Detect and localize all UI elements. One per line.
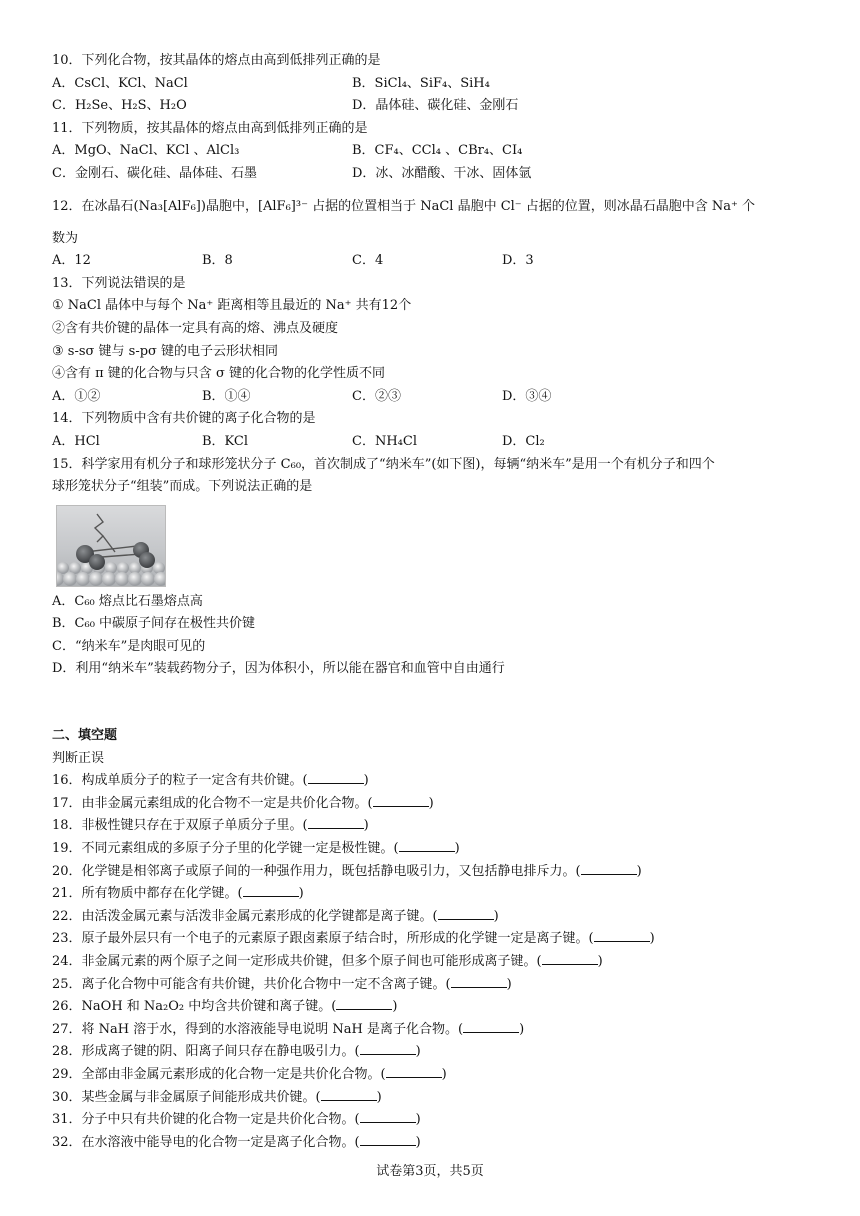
- answer-blank[interactable]: [360, 1041, 416, 1055]
- close-paren: ): [363, 818, 369, 834]
- q13-option-a[interactable]: A．①②: [52, 388, 101, 404]
- answer-blank[interactable]: [373, 793, 429, 807]
- exam-page: [52, 50, 812, 1154]
- q13-item-3: ③ s-sσ 键与 s-pσ 键的电子云形状相同: [52, 343, 279, 359]
- close-paren: ): [298, 886, 304, 902]
- close-paren: ): [636, 863, 642, 879]
- close-paren: ): [454, 841, 460, 857]
- q15-option-b[interactable]: B．C₆₀ 中碳原子间存在极性共价键: [52, 616, 256, 632]
- tf-question: [52, 793, 812, 816]
- answer-blank[interactable]: [581, 861, 637, 875]
- tf-question-text: 25．离子化合物中可能含有共价键，共价化合物中一定不含离子键。(: [52, 976, 451, 992]
- tf-question: [52, 928, 812, 951]
- answer-blank[interactable]: [542, 951, 598, 965]
- close-paren: ): [428, 795, 434, 811]
- tf-question-text: 21．所有物质中都存在化学键。(: [52, 886, 243, 902]
- tf-question: [52, 838, 812, 861]
- tf-question-text: 29．全部由非金属元素形成的化合物一定是共价化合物。(: [52, 1066, 386, 1082]
- answer-blank[interactable]: [360, 1109, 416, 1123]
- q11-options-row2: [52, 163, 812, 186]
- close-paren: ): [649, 931, 655, 947]
- q14-stem: 14．下列物质中含有共价键的离子化合物的是: [52, 411, 316, 427]
- q10-options-row2: [52, 95, 812, 118]
- tf-question-text: 18．非极性键只存在于双原子单质分子里。(: [52, 818, 308, 834]
- q11-option-a[interactable]: A．MgO、NaCl、KCl 、AlCl₃: [52, 143, 240, 159]
- close-paren: ): [493, 908, 499, 924]
- tf-question: [52, 1019, 812, 1042]
- close-paren: ): [415, 1112, 421, 1128]
- tf-question-text: 32．在水溶液中能导电的化合物一定是离子化合物。(: [52, 1134, 360, 1150]
- tf-question: [52, 770, 812, 793]
- answer-blank[interactable]: [321, 1087, 377, 1101]
- tf-question-text: 23．原子最外层只有一个电子的元素原子跟卤素原子结合时，所形成的化学键一定是离子键。(: [52, 931, 594, 947]
- q11-option-c[interactable]: C．金刚石、碳化硅、晶体硅、石墨: [52, 165, 257, 181]
- section-subtitle: 判断正误: [52, 750, 105, 766]
- section-title: 二、填空题: [52, 728, 118, 744]
- true-false-list: [52, 770, 812, 1154]
- answer-blank[interactable]: [360, 1132, 416, 1146]
- q13-stem: 13．下列说法错误的是: [52, 275, 186, 291]
- q10-stem: 10．下列化合物，按其晶体的熔点由高到低排列正确的是: [52, 53, 381, 68]
- tf-question-text: 22．由活泼金属元素与活泼非金属元素形成的化学键都是离子键。(: [52, 908, 438, 924]
- q14-options: [52, 431, 812, 454]
- close-paren: ): [597, 954, 603, 969]
- q15-stem-line1: 15．科学家用有机分子和球形笼状分子 C₆₀，首次制成了“纳米车”(如下图)，每辆“纳米车”是用一个有机分子和四个: [52, 456, 715, 472]
- close-paren: ): [415, 1044, 421, 1060]
- q10-option-d[interactable]: D．晶体硅、碳化硅、金刚石: [352, 98, 519, 114]
- tf-question-text: 16．构成单质分子的粒子一定含有共价键。(: [52, 773, 308, 789]
- tf-question: [52, 1087, 812, 1110]
- close-paren: ): [363, 773, 369, 789]
- q10-option-b[interactable]: B．SiCl₄、SiF₄、SiH₄: [352, 75, 490, 91]
- page-footer: 试卷第3页，共5页: [376, 1164, 484, 1179]
- answer-blank[interactable]: [463, 1019, 519, 1033]
- q15-option-d[interactable]: D．利用“纳米车”装载药物分子，因为体积小，所以能在器官和血管中自由通行: [52, 661, 505, 677]
- answer-blank[interactable]: [243, 883, 299, 897]
- q14-option-d[interactable]: D．Cl₂: [502, 433, 545, 449]
- tf-question-text: 19．不同元素组成的多原子分子里的化学键一定是极性键。(: [52, 841, 399, 857]
- close-paren: ): [415, 1134, 421, 1150]
- q12-stem-line1: 12．在冰晶石(Na₃[AlF₆])晶胞中，[AlF₆]³⁻ 占据的位置相当于 NaCl 晶胞中 Cl⁻ 占据的位置，则冰晶石晶胞中含 Na⁺ 个: [52, 198, 756, 214]
- q13-option-c[interactable]: C．②③: [352, 388, 401, 404]
- tf-question-text: 24．非金属元素的两个原子之间一定形成共价键，但多个原子间也可能形成离子键。(: [52, 954, 542, 969]
- answer-blank[interactable]: [594, 928, 650, 942]
- q12-option-b[interactable]: B．8: [202, 253, 233, 269]
- tf-question: [52, 996, 812, 1019]
- answer-blank[interactable]: [308, 815, 364, 829]
- tf-question-text: 31．分子中只有共价键的化合物一定是共价化合物。(: [52, 1112, 360, 1128]
- answer-blank[interactable]: [399, 838, 455, 852]
- q14-option-b[interactable]: B．KCl: [202, 433, 249, 449]
- q11-stem: 11．下列物质，按其晶体的熔点由高到低排列正确的是: [52, 120, 368, 136]
- q15-stem-line2: 球形笼状分子“组装”而成。下列说法正确的是: [52, 479, 313, 495]
- q15-option-c[interactable]: C．“纳米车”是肉眼可见的: [52, 638, 206, 654]
- tf-question: [52, 1132, 812, 1155]
- tf-question-text: 17．由非金属元素组成的化合物不一定是共价化合物。(: [52, 795, 373, 811]
- c60-wheel-3: [89, 554, 105, 570]
- tf-question-text: 26．NaOH 和 Na₂O₂ 中均含共价键和离子键。(: [52, 999, 337, 1015]
- tf-question-text: 27．将 NaH 溶于水，得到的水溶液能导电说明 NaH 是离子化合物。(: [52, 1021, 464, 1037]
- q10-options-row1: [52, 73, 812, 96]
- q13-item-4: ④含有 π 键的化合物与只含 σ 键的化合物的化学性质不同: [52, 366, 385, 382]
- q13-option-d[interactable]: D．③④: [502, 388, 552, 404]
- answer-blank[interactable]: [386, 1064, 442, 1078]
- q13-item-1: ① NaCl 晶体中与每个 Na⁺ 距离相等且最近的 Na⁺ 共有12个: [52, 298, 412, 314]
- tf-question: [52, 815, 812, 838]
- tf-question-text: 30．某些金属与非金属原子间能形成共价键。(: [52, 1089, 321, 1105]
- tf-question: [52, 861, 812, 884]
- tf-question: [52, 883, 812, 906]
- answer-blank[interactable]: [308, 770, 364, 784]
- close-paren: ): [441, 1066, 447, 1082]
- answer-blank[interactable]: [438, 906, 494, 920]
- close-paren: ): [376, 1089, 382, 1105]
- answer-blank[interactable]: [451, 974, 507, 988]
- close-paren: ): [519, 1021, 525, 1037]
- q12-options: [52, 250, 812, 273]
- answer-blank[interactable]: [336, 996, 392, 1010]
- nanocar-illustration: [57, 506, 165, 586]
- q13-item-2: ②含有共价键的晶体一定具有高的熔、沸点及硬度: [52, 320, 339, 336]
- tf-question: [52, 951, 812, 974]
- q15-option-a[interactable]: A．C₆₀ 熔点比石墨熔点高: [52, 593, 203, 609]
- q12-option-d[interactable]: D．3: [502, 253, 534, 269]
- c60-wheel-4: [139, 552, 155, 568]
- tf-question-text: 28．形成离子键的阴、阳离子间只存在静电吸引力。(: [52, 1044, 360, 1060]
- close-paren: ): [506, 976, 512, 992]
- q13-options: [52, 386, 812, 409]
- q12-option-c[interactable]: C．4: [352, 253, 384, 269]
- tf-question: [52, 906, 812, 929]
- tf-question: [52, 1041, 812, 1064]
- q12-option-a[interactable]: A．12: [52, 253, 91, 269]
- q14-option-c[interactable]: C．NH₄Cl: [352, 433, 417, 449]
- nanocar-image: [56, 505, 166, 587]
- q14-option-a[interactable]: A．HCl: [52, 433, 100, 449]
- tf-question: [52, 1064, 812, 1087]
- q10-option-a[interactable]: A．CsCl、KCl、NaCl: [52, 75, 188, 91]
- q11-option-b[interactable]: B．CF₄、CCl₄ 、CBr₄、CI₄: [352, 143, 523, 159]
- q12-stem-line2: 数为: [52, 230, 79, 246]
- close-paren: ): [392, 999, 398, 1015]
- q11-option-d[interactable]: D．冰、冰醋酸、干冰、固体氩: [352, 165, 532, 181]
- q13-option-b[interactable]: B．①④: [202, 388, 251, 404]
- tf-question: [52, 1109, 812, 1132]
- tf-question: [52, 974, 812, 997]
- q10-option-c[interactable]: C．H₂Se、H₂S、H₂O: [52, 98, 187, 114]
- tf-question-text: 20．化学键是相邻离子或原子间的一种强作用力，既包括静电吸引力，又包括静电排斥力。(: [52, 863, 581, 879]
- q11-options-row1: [52, 140, 812, 163]
